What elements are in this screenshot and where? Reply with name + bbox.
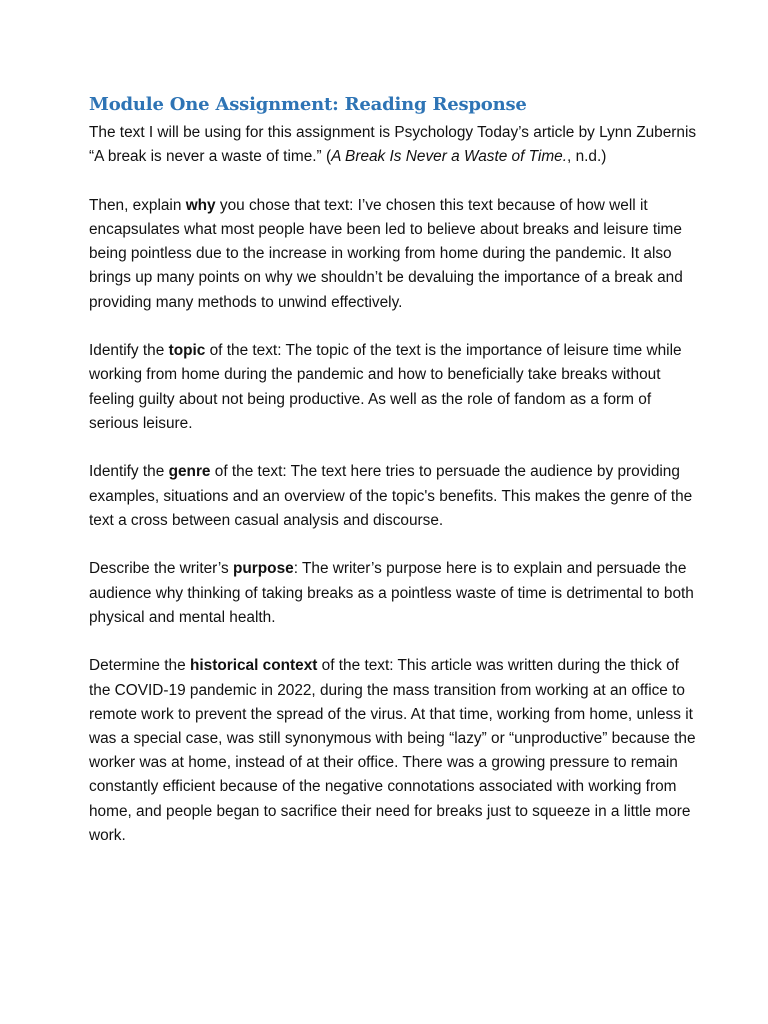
topic-text: of the text: The topic of the text is the importance of leisure time while working from home during the pandemic and how to beneficially take breaks without feeling guilty about not being productive. As well as the role of fandom as a form of serious leisure. <box>89 342 682 432</box>
why-keyword: why <box>185 196 216 214</box>
citation-suffix: , n.d.) <box>567 148 607 166</box>
topic-paragraph <box>89 339 698 436</box>
citation-title: A Break Is Never a Waste of Time. <box>331 148 568 166</box>
genre-text: of the text: The text here tries to persuade the audience by providing examples, situations and an overview of the topic's benefits. This makes the genre of the text a cross between casual analysis and discourse. <box>89 463 693 529</box>
genre-lead: Identify the <box>89 463 169 481</box>
historical-context-text: of the text: This article was written during the thick of the COVID-19 pandemic in 2022, during the mass transition from working at an office to remote work to prevent the spread of the virus. At that time, working from home, unless it was a special case, was still synonymous with being “lazy” or “unproductive” because the worker was at home, instead of at their office. There was a growing pressure to remain constantly efficient because of the negative connotations associated with working from home, and people began to sacrifice their need for breaks just to squeeze in a little more work. <box>89 657 696 844</box>
topic-lead: Identify the <box>89 342 169 360</box>
historical-context-keyword: historical context <box>189 657 318 675</box>
purpose-paragraph <box>89 557 698 630</box>
intro-paragraph <box>89 121 698 169</box>
purpose-keyword: purpose <box>232 560 294 578</box>
intro-text: The text I will be using for this assignment is Psychology Today’s article by Lynn Zubernis “A break is never a waste of time.” ( <box>89 124 697 166</box>
purpose-lead: Describe the writer’s <box>89 560 233 578</box>
topic-keyword: topic <box>168 342 206 360</box>
why-text: you chose that text: I’ve chosen this text because of how well it encapsulates what most people have been led to believe about breaks and leisure time being pointless due to the increase in working from home during the pandemic. It also brings up many points on why we shouldn’t be devaluing the importance of a break and providing many methods to unwind effectively. <box>89 196 683 311</box>
historical-context-paragraph <box>89 654 698 848</box>
why-lead: Then, explain <box>89 196 186 214</box>
historical-context-lead: Determine the <box>89 657 190 675</box>
document-title: Module One Assignment: Reading Response <box>89 94 527 115</box>
genre-paragraph <box>89 460 698 533</box>
genre-keyword: genre <box>168 463 211 481</box>
purpose-text: : The writer’s purpose here is to explain and persuade the audience why thinking of taking breaks as a pointless waste of time is detrimental to both physical and mental health. <box>89 560 694 626</box>
why-paragraph <box>89 194 698 315</box>
